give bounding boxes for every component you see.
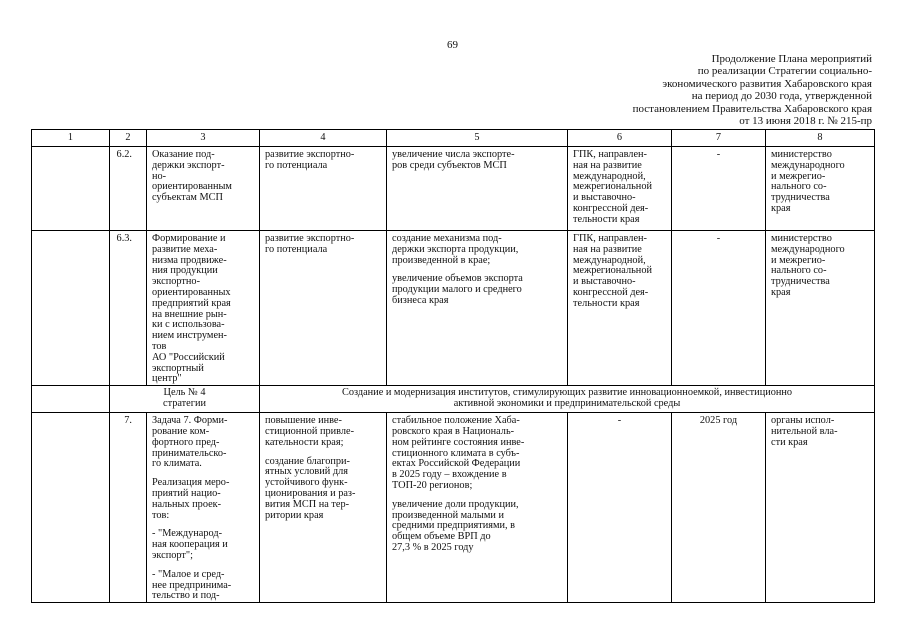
source-cell: - bbox=[568, 413, 672, 603]
empty-cell bbox=[32, 231, 110, 386]
header-line: по реализации Стратегии социально- bbox=[697, 65, 872, 78]
item-number: 7. bbox=[110, 413, 147, 603]
column-number: 4 bbox=[260, 130, 387, 147]
column-number: 8 bbox=[766, 130, 875, 147]
result-cell: развитие экспортно- го потенциала bbox=[260, 231, 387, 386]
event-paragraph: Задача 7. Форми- рование ком- фортного пред- принимательско- го климата. bbox=[152, 415, 228, 470]
responsible-cell: органы испол- нительной вла- сти края bbox=[766, 413, 875, 603]
indicators-cell bbox=[387, 231, 568, 386]
document-header bbox=[542, 53, 872, 127]
column-number: 2 bbox=[110, 130, 147, 147]
source-cell: ГПК, направлен- ная на развитие международной, межрегиональной и выставочно- конгрессной дея- тельности края bbox=[568, 147, 672, 231]
event-cell: Оказание под- держки экспорт- но- ориентированным субъектам МСП bbox=[147, 147, 260, 231]
result-paragraph: повышение инве- стиционной привле- кательности края; bbox=[265, 415, 355, 448]
header-line: постановлением Правительства Хабаровского края bbox=[632, 102, 872, 115]
column-number: 6 bbox=[568, 130, 672, 147]
deadline-cell: - bbox=[672, 231, 766, 386]
empty-cell bbox=[32, 147, 110, 231]
indicators-cell bbox=[387, 413, 568, 603]
table-row-6-3 bbox=[32, 231, 875, 386]
header-line: экономического развития Хабаровского края bbox=[662, 77, 872, 90]
deadline-cell: - bbox=[672, 147, 766, 231]
goal-text: Создание и модернизация институтов, стимулирующих развитие инновационноемкой, инвестиционно активной экономики и предпринимательской среды bbox=[260, 386, 875, 413]
event-paragraph: - "Малое и сред- нее предпринима- тельство и под- bbox=[152, 568, 232, 602]
goal-label: Цель № 4 стратегии bbox=[110, 386, 260, 413]
responsible-cell: министерство международного и межрегио- нального со- трудничества края bbox=[766, 147, 875, 231]
indicator-text: создание механизма под- держки экспорта продукции, произведенной в крае; bbox=[392, 233, 519, 266]
action-plan-table bbox=[31, 129, 875, 603]
event-paragraph: - "Международ- ная кооперация и экспорт"; bbox=[152, 528, 228, 561]
column-number: 7 bbox=[672, 130, 766, 147]
item-number: 6.2. bbox=[110, 147, 147, 231]
header-line: Продолжение Плана мероприятий bbox=[711, 53, 872, 65]
deadline-cell: 2025 год bbox=[672, 413, 766, 603]
item-number: 6.3. bbox=[110, 231, 147, 386]
header-line: на период до 2030 года, утвержденной bbox=[691, 90, 872, 103]
indicators-cell bbox=[387, 147, 568, 231]
column-number-row bbox=[32, 130, 875, 147]
source-cell: ГПК, направлен- ная на развитие международной, межрегиональной и выставочно- конгрессной дея- тельности края bbox=[568, 231, 672, 386]
result-cell: развитие экспортно- го потенциала bbox=[260, 147, 387, 231]
indicator-text: увеличение объемов экспорта продукции малого и среднего бизнеса края bbox=[392, 273, 523, 306]
column-number: 3 bbox=[147, 130, 260, 147]
empty-cell bbox=[32, 413, 110, 603]
header-line: от 13 июня 2018 г. № 215-пр bbox=[739, 115, 872, 128]
responsible-cell: министерство международного и межрегио- нального со- трудничества края bbox=[766, 231, 875, 386]
result-cell bbox=[260, 413, 387, 603]
indicator-text: увеличение доли продукции, произведенной малыми и средними предприятиями, в общем объеме ВРП до 27,3 % в 2025 году bbox=[392, 498, 519, 553]
empty-cell bbox=[32, 386, 110, 413]
column-number: 5 bbox=[387, 130, 568, 147]
indicator-text: увеличение числа экспорте- ров среди субъектов МСП bbox=[392, 149, 515, 171]
column-number: 1 bbox=[32, 130, 110, 147]
result-paragraph: создание благопри- ятных условий для устойчивого функ- ционирования и раз- вития МСП на тер- ритории края bbox=[265, 455, 356, 521]
goal-row bbox=[32, 386, 875, 413]
indicator-text: стабильное положение Хаба- ровского края в Националь- ном рейтинге состояния инве- стиционного климата в субъ- ектах Российской Федерации в 2025 году – вхождение в ТОП-20 регионов; bbox=[392, 415, 525, 491]
event-cell bbox=[147, 413, 260, 603]
event-paragraph: Реализация меро- приятий нацио- нальных проек- тов: bbox=[152, 477, 230, 521]
table-row-6-2 bbox=[32, 147, 875, 231]
page-number: 69 bbox=[447, 39, 458, 51]
event-cell: Формирование и развитие меха- низма продвиже- ния продукции экспортно- ориентированных предприятий края на внешние рын- ки с использова- нием инструмен- тов АО "Российский экспортный центр" bbox=[147, 231, 260, 386]
table-row-7 bbox=[32, 413, 875, 603]
